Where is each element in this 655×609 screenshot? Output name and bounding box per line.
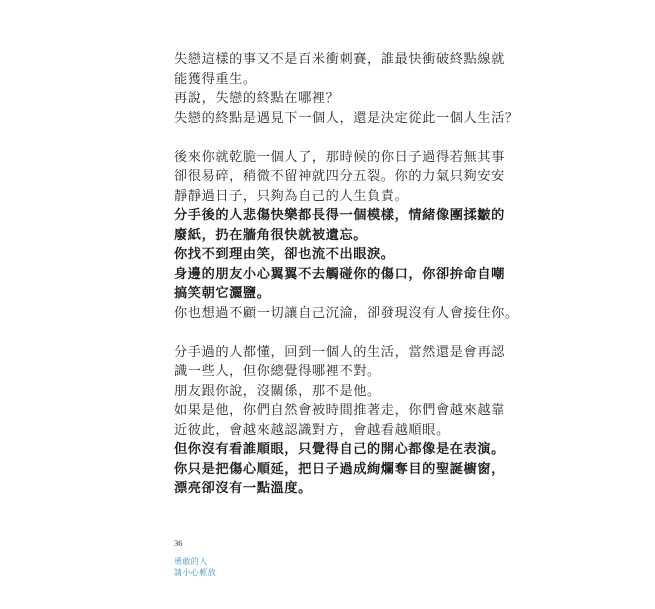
- paragraph: [174, 50, 519, 128]
- text-line: 近彼此，會越來越認識對方，會越看越順眼。: [174, 422, 450, 438]
- text-line: 識一些人，但你總覺得哪裡不對。: [174, 364, 381, 379]
- text-line: 失戀的終點是遇見下一個人，還是決定從此一個人生活？: [174, 110, 519, 126]
- text-line: 身邊的朋友小心翼翼不去觸碰你的傷口，你卻拚命自嘲: [174, 266, 505, 282]
- text-line: 如果是他，你們自然會被時間推著走，你們會越來越靠: [174, 403, 505, 418]
- text-line: 漂亮卻沒有一點溫度。: [174, 481, 312, 496]
- text-line: 你找不到理由笑，卻也流不出眼淚。: [174, 247, 395, 262]
- paragraph: [174, 148, 519, 324]
- text-line: 分手後的人悲傷快樂都長得一個模樣，情緒像團揉皺的: [174, 208, 505, 223]
- page-number: 36: [174, 538, 183, 548]
- page-footer: [174, 538, 216, 578]
- text-line: 廢紙，扔在牆角很快就被遺忘。: [174, 227, 368, 243]
- text-line: 你只是把傷心順延，把日子過成絢爛奪目的聖誕櫥窗，: [174, 461, 505, 477]
- text-line: 卻很易碎，稍微不留神就四分五裂。你的力氣只夠安安: [174, 169, 505, 184]
- book-title-line-1: 勇敢的人: [174, 557, 208, 566]
- text-line: 搞笑朝它灑鹽。: [174, 286, 271, 301]
- paragraph-gap: [174, 323, 494, 343]
- text-line: 你也想過不顧一切讓自己沉淪，卻發現沒有人會接住你。: [174, 305, 519, 321]
- paragraph: [174, 343, 505, 499]
- paragraph-gap: [174, 128, 494, 148]
- text-line: 朋友跟你說，沒關係，那不是他。: [174, 383, 381, 399]
- body-text: [174, 50, 519, 499]
- book-title-line-2: 請小心輕放: [174, 568, 216, 577]
- text-line: 分手過的人都懂，回到一個人的生活，當然還是會再認: [174, 344, 505, 360]
- text-line: 但你沒有看誰順眼，只覺得自己的開心都像是在表演。: [174, 442, 505, 457]
- text-line: 靜靜過日子，只夠為自己的人生負責。: [174, 188, 409, 204]
- text-line: 後來你就乾脆一個人了，那時候的你日子過得若無其事: [174, 149, 505, 165]
- text-line: 能獲得重生。: [174, 71, 257, 87]
- text-line: 失戀這樣的事又不是百米衝刺賽，誰最快衝破終點線就: [174, 52, 505, 67]
- text-line: 再說，失戀的終點在哪裡？: [174, 91, 340, 106]
